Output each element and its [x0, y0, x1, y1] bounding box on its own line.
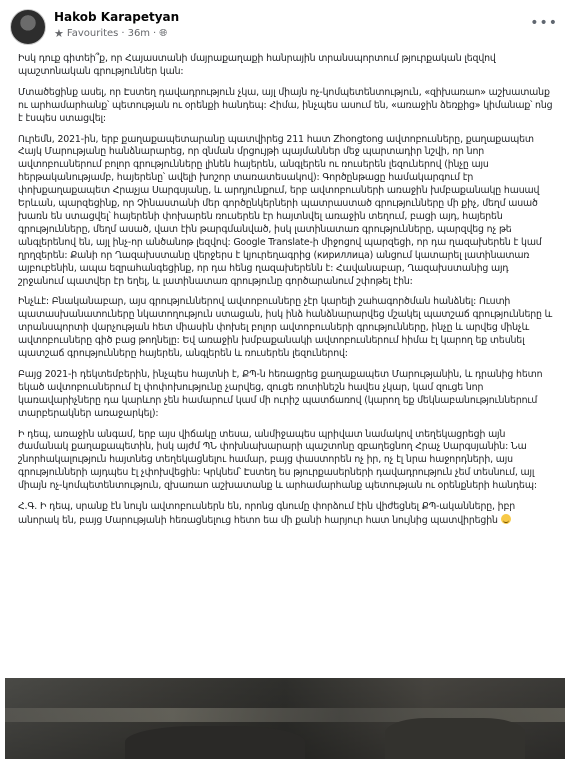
photo-detail	[125, 726, 305, 759]
post-paragraph: Իսկ դուք գիտեի՞ք, որ Հայաստանի մայրաքաղաքի հանրային տրանսպորտում թյուրքական լեզվով պաշտոնական գրություններ կան:	[18, 53, 496, 77]
post-paragraph: Ի դեպ, առաջին անգամ, երբ այս վիճակը տեսա, անմիջապես պրիվատ նամակով տեղեկացրեցի այն ժամանակ քաղաքապետին, իսկ այժմ ՊՆ փոխնախարարի պաշտոնը զբաղեցնող Հրաչ Սարգսյանին: Նա շնորհակալություն հայտնեց տեղեկացնելու համար, բայց փաստորեն ոչ իր, ոչ էլ նրա հաջորդների, այս գրությունների այդպես էլ չփոխվեցին: Կրկնեմ՝ Էստեղ ես թյուրքասերների դավադրություն չեմ տեսնում, այլ միայն ոչ-կոմպետենտություն, զխառաո աշխատանք և արհամարհանք պետության ու օրենքների հանդեպ:	[18, 428, 537, 492]
author-name[interactable]: Hakob Karapetyan	[54, 10, 180, 24]
post-photo[interactable]	[5, 678, 565, 759]
globe-icon: 🌐︎	[159, 28, 168, 39]
post-paragraph: Ինչևէ: Բնականաբար, այս գրություններով ավտոբուսները չէր կարելի շահագործման հանձնել: Ուստի պատասխանատուները նկատողություն ստացան, իսկ ինձ հանձնարարվեց մշակել պատշաճ գրությունները և տրանսպորտի վարչության հետ միասին փոխել բոլոր ավտոբուսների գրությունները, ինչը և արվեց մինչև ավտոբուսները գիծ բաց թողնելը: Եվ առաջին խմբաքանակի ավտոբուսներում հիմա էլ կարող եք տեսնել պատշաճ գրությունները հայերեն, անգլերեն և ռուսերեն լեզուներով:	[18, 296, 553, 360]
post-paragraph: Ուրեմն, 2021-ին, երբ քաղաքապետարանը պատվիրեց 211 հատ Zhongtong ավտոբուսները, քաղաքապետ Հայկ Մարությանը հանձնարարեց, որ զնման մրցույթի պայմաններ մեջ պարտադիր նշվի, որ նոր ավտոբուսներում բոլոր գրությունները լինեն հայերեն, անգլերեն ու ռուսերեն լեզուներով (ինչը այս հերթականությամբ, հայերենը՝ ավելի խոշոր տառատեսակով): Գործընթացը համակարգում էր փոխքաղաքապետ Հրաչյա Սարգսյանը, և արդյունքում, երբ ավտոբուսների առաջին խմբաքանակը հասավ Երևան, պարզեցինք, որ Չինաստանի մեր գործընկերների պատրաստած գրությունները մի քիչ, մեղմ ասած խառն են ստացվել՝ հայերենի փոխարեն ռուսերեն էր հայտնվել առաջին տեղում, բացի այդ, հայերեն գրությունները, մեղմ ասած, վատ էին թարգմանված, իսկ լատինատառ գրությունները, պարզվեց ոչ թե անգլերենով են, այլ ինչ-որ անծանոթ լեզվով: Google Translate-ի միջոցով պարզեցի, որ դա ղազախերեն է կամ ղրղզերեն: Քանի որ Ղազախստանը վերջերս է կյուրեղագրից (кириллица) անցում կատարել լատինատառ այբուբենին, ապա եզրահանգեցինք, որ դա հենց ղազախերենն է: Հավանաբար, Ղազախստանից այդ շրջանում պատվեր էր եղել, և լատինատառ գրությունը գործարանում շփոթել էին:	[18, 133, 542, 287]
favourites-star-icon: ★	[54, 27, 64, 40]
photo-detail	[385, 718, 525, 759]
audience-label[interactable]: Favourites	[66, 28, 119, 39]
post-meta	[54, 27, 167, 40]
smile-emoji-icon	[501, 514, 511, 524]
author-avatar[interactable]	[10, 9, 46, 45]
post-header	[10, 9, 560, 45]
post-paragraph-last	[18, 501, 556, 528]
post-paragraph: Բայց 2021-ի դեկտեմբերին, ինչպես հայտնի է, ՔՊ-ն հեռացրեց քաղաքապետ Մարությանին, և դրանից հետո եկած ավտոբուսներում էլ փոփոխությունը չարվեց, զուցե ռոտինեշն հավես չկար, կամ զուցե նոր կառավարիչները դա կարևոր չեն համարում կամ մի ուրիշ պատճառով (կարող եք մեկնաբանություններում տարբերակներ առաջարկել):	[18, 368, 543, 419]
more-options-icon[interactable]: •••	[530, 15, 558, 31]
post-time[interactable]: 36m	[127, 28, 151, 39]
separator-dot: ·	[153, 28, 157, 39]
post-ps-text: Հ.Գ. Ի դեպ, սրանք էն նույն ավտոբուսներն են, որոնց գնումը փորձում էին վիժեցնել ՔՊ-ականները, իբր անորակ են, բայց Մարությանի հեռացնելուց հետո եա մի քանի հարյուր հատ նույնից պատվիրեցին	[18, 501, 516, 526]
post-text	[18, 53, 556, 536]
meta-separator: ·	[121, 28, 125, 39]
post-paragraph: Մտածեցինք ասել, որ Էստեղ դավադրություն չկա, այլ միայն ոչ-կոմպետենտություն, «զիխառաո» աշխատանք ու արհամարհանք՝ պետության ու օրենքի հանդեպ: Հիմա, ինչպես ասում են, «առաջին ձեռքից» կիմանաք՝ ոնց է էսպես ստացվել:	[18, 86, 553, 124]
